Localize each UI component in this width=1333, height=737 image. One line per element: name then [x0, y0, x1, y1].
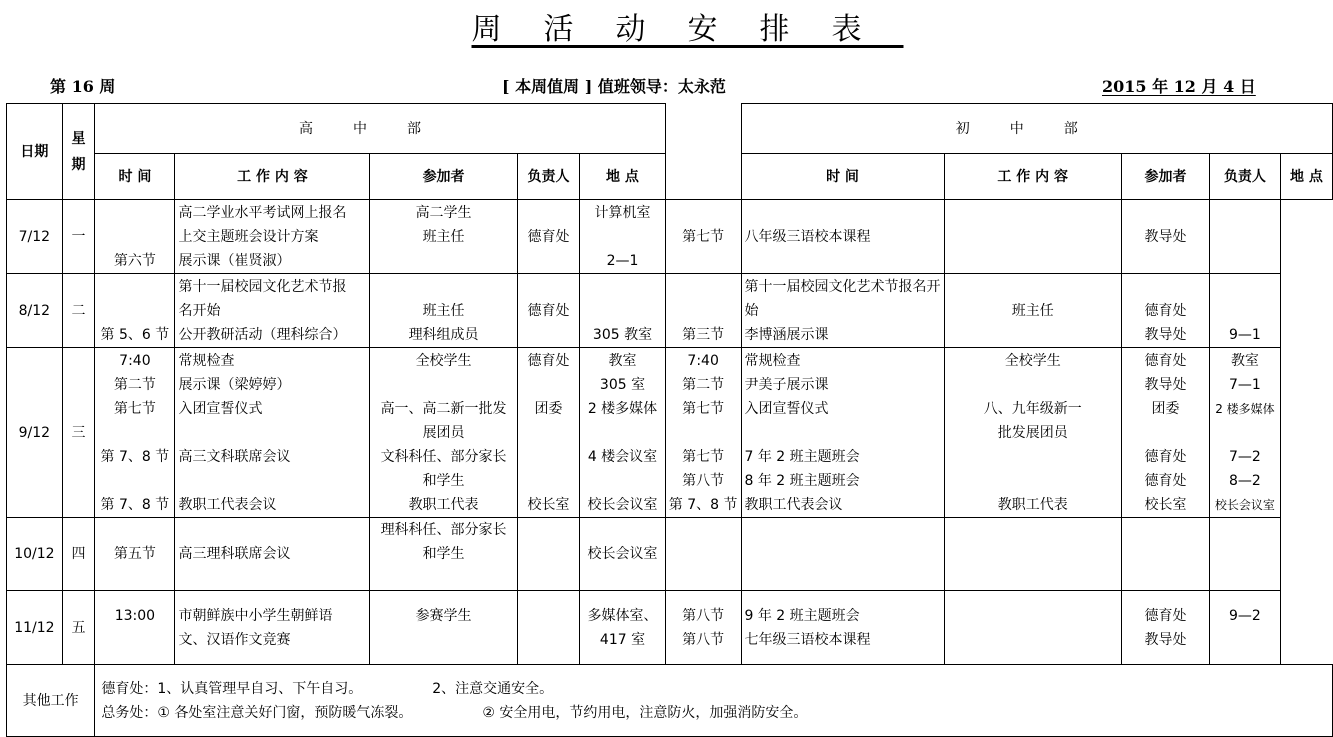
- cell-line: 计算机室: [594, 204, 651, 221]
- cell-line: [178, 518, 366, 542]
- cell-line: [669, 542, 738, 566]
- cell-line: 多媒体室、: [587, 607, 658, 624]
- cell-line: 2—1: [606, 252, 639, 269]
- cell-line: [373, 373, 513, 397]
- cell-line: [98, 421, 171, 445]
- cell-line: 展示课（崔贤淑）: [178, 252, 291, 269]
- senior-owner-cell: [517, 518, 579, 591]
- cell-line: 展团员: [422, 424, 465, 441]
- cell-line: [948, 604, 1118, 628]
- cell-line: 第七节: [682, 448, 725, 465]
- senior-owner-cell: [517, 274, 579, 348]
- cell-line: 305 室: [599, 376, 646, 393]
- cell-line: 第六节: [113, 252, 156, 269]
- cell-line: 7:40: [119, 352, 151, 369]
- header-time: 时 间: [95, 154, 175, 200]
- cell-line: [948, 275, 1118, 299]
- cell-line: [373, 249, 513, 273]
- senior-content-cell: [175, 200, 370, 274]
- senior-owner-cell: [517, 591, 579, 665]
- junior-time-cell: [665, 591, 741, 665]
- cell-line: 4 楼会议室: [587, 448, 658, 465]
- cell-line: [1213, 628, 1277, 652]
- other-line-2: [101, 701, 1326, 725]
- cell-line: 批发展团员: [997, 424, 1068, 441]
- senior-location-cell: [580, 274, 666, 348]
- cell-line: [669, 518, 738, 542]
- cell-line: [98, 518, 171, 542]
- cell-line: 李博涵展示课: [744, 326, 829, 343]
- cell-line: [1213, 201, 1277, 225]
- cell-line: 校长会议室: [587, 496, 658, 513]
- cell-line: [521, 566, 576, 590]
- cell-line: 第五节: [113, 546, 156, 562]
- junior-owner-cell: [1121, 274, 1209, 348]
- cell-line: 高三文科联席会议: [178, 448, 291, 465]
- senior-time-cell: [95, 591, 175, 665]
- cell-line: [948, 542, 1118, 566]
- junior-owner-cell: [1121, 200, 1209, 274]
- cell-line: [521, 445, 576, 469]
- cell-line: 第三节: [682, 326, 725, 343]
- junior-participants-cell: [944, 274, 1121, 348]
- cell-line: [948, 373, 1118, 397]
- cell-line: 9 年 2 班主题班会: [744, 607, 860, 624]
- cell-line: 教职工代表会议: [178, 496, 277, 513]
- cell-line: [521, 249, 576, 273]
- cell-line: [1213, 299, 1277, 323]
- cell-line: 高二学业水平考试网上报名: [178, 204, 347, 221]
- cell-line: 第 5、6 节: [100, 326, 170, 343]
- senior-time-cell: [95, 518, 175, 591]
- cell-line: 入团宣誓仪式: [178, 400, 263, 417]
- schedule-row: [7, 200, 1333, 274]
- cell-line: 班主任: [422, 228, 465, 245]
- schedule-row: [7, 348, 1333, 518]
- cell-line: 教职工代表会议: [744, 496, 843, 513]
- cell-line: 7—2: [1229, 448, 1261, 465]
- cell-line: [745, 201, 941, 225]
- cell-line: 教导处: [1144, 376, 1187, 393]
- cell-line: [669, 201, 738, 225]
- junior-time-cell: [665, 348, 741, 518]
- cell-line: 公开教研活动（理科综合）: [178, 326, 347, 343]
- cell-line: [98, 225, 171, 249]
- cell-line: 教职工代表: [997, 496, 1068, 513]
- senior-content-cell: [175, 274, 370, 348]
- header-senior: 高中部: [95, 104, 665, 154]
- cell-line: [745, 421, 941, 445]
- cell-line: 第十一届校园文化艺术节报: [178, 278, 347, 295]
- cell-line: [583, 566, 662, 590]
- row-weekday: 五: [62, 591, 95, 665]
- header-content: 工 作 内 容: [944, 154, 1121, 200]
- junior-location-cell: [1210, 518, 1281, 591]
- cell-line: [1213, 566, 1277, 590]
- cell-line: [98, 469, 171, 493]
- cell-line: [521, 469, 576, 493]
- cell-line: 常规检查: [178, 352, 235, 369]
- other-line-1: [101, 677, 1326, 701]
- cell-line: 高三理科联席会议: [178, 546, 291, 562]
- junior-participants-cell: [944, 518, 1121, 591]
- cell-line: 展示课（梁婷婷）: [178, 376, 291, 393]
- cell-line: [373, 275, 513, 299]
- cell-line: [948, 518, 1118, 542]
- cell-line: 德育处: [1144, 472, 1187, 489]
- cell-line: 2 楼多媒体: [587, 400, 658, 417]
- cell-line: 德育处: [527, 302, 570, 319]
- cell-line: [373, 628, 513, 652]
- header-participants: 参加者: [370, 154, 517, 200]
- junior-content-cell: [741, 518, 944, 591]
- junior-location-cell: [1210, 200, 1281, 274]
- junior-content-cell: [741, 200, 944, 274]
- cell-line: 参赛学生: [415, 607, 472, 624]
- cell-line: [521, 201, 576, 225]
- cell-line: [521, 373, 576, 397]
- page-title: 周活动安排表: [471, 12, 904, 47]
- row-weekday: 四: [62, 518, 95, 591]
- senior-participants-cell: [370, 200, 517, 274]
- cell-line: 高二学生: [415, 204, 472, 221]
- cell-line: [745, 518, 941, 542]
- cell-line: 常规检查: [744, 352, 801, 369]
- cell-line: [1125, 249, 1206, 273]
- junior-location-cell: [1210, 274, 1281, 348]
- cell-line: [521, 323, 576, 347]
- junior-location-cell: [1210, 348, 1281, 518]
- senior-time-cell: [95, 348, 175, 518]
- row-date: 9/12: [7, 348, 63, 518]
- cell-line: 德育处: [527, 228, 570, 245]
- cell-line: [1213, 518, 1277, 542]
- junior-owner-cell: [1121, 348, 1209, 518]
- schedule-row: [7, 274, 1333, 348]
- cell-line: 八、九年级新一: [983, 400, 1082, 417]
- senior-content-cell: [175, 348, 370, 518]
- schedule-row: [7, 518, 1333, 591]
- cell-line: [669, 275, 738, 299]
- cell-line: [745, 566, 941, 590]
- cell-line: [583, 225, 662, 249]
- other-work-row: [7, 665, 1333, 737]
- junior-participants-cell: [944, 591, 1121, 665]
- cell-line: 德育处: [1144, 607, 1187, 624]
- cell-line: [521, 518, 576, 542]
- header-owner: 负责人: [1210, 154, 1281, 200]
- row-date: 10/12: [7, 518, 63, 591]
- cell-line: 7:40: [687, 352, 719, 369]
- junior-time-cell: [665, 274, 741, 348]
- cell-line: 417 室: [599, 631, 646, 648]
- cell-line: [98, 566, 171, 590]
- cell-line: [669, 299, 738, 323]
- senior-participants-cell: [370, 348, 517, 518]
- cell-line: 和学生: [422, 472, 465, 489]
- cell-line: 第七节: [682, 400, 725, 417]
- cell-line: 教室: [608, 352, 637, 369]
- other-line-1b: 2、注意交通安全。: [432, 680, 554, 697]
- cell-line: [745, 249, 941, 273]
- cell-line: [948, 201, 1118, 225]
- cell-line: 第八节: [682, 607, 725, 624]
- junior-owner-cell: [1121, 591, 1209, 665]
- cell-line: 第八节: [682, 472, 725, 489]
- cell-line: [178, 566, 366, 590]
- cell-line: [1213, 275, 1277, 299]
- row-date: 11/12: [7, 591, 63, 665]
- cell-line: 始: [744, 302, 759, 319]
- cell-line: 尹美子展示课: [744, 376, 829, 393]
- cell-line: 8—2: [1229, 472, 1261, 489]
- other-work-content: [95, 665, 1333, 737]
- cell-line: 全校学生: [1004, 352, 1061, 369]
- cell-line: [1213, 225, 1277, 249]
- cell-line: [583, 469, 662, 493]
- senior-time-cell: [95, 274, 175, 348]
- cell-line: 八年级三语校本课程: [744, 228, 871, 245]
- cell-line: 校长会议室: [1214, 497, 1275, 512]
- header-junior: 初中部: [741, 104, 1333, 154]
- senior-participants-cell: [370, 274, 517, 348]
- cell-line: 9—1: [1229, 326, 1261, 343]
- cell-line: [583, 275, 662, 299]
- cell-line: [98, 628, 171, 652]
- cell-line: 305 教室: [592, 326, 653, 343]
- other-work-label: 其他工作: [7, 665, 95, 737]
- cell-line: [583, 421, 662, 445]
- junior-participants-cell: [944, 200, 1121, 274]
- cell-line: [98, 299, 171, 323]
- cell-line: 全校学生: [415, 352, 472, 369]
- cell-line: 7 年 2 班主题班会: [744, 448, 860, 465]
- row-date: 7/12: [7, 200, 63, 274]
- week-label: 第 16 周: [50, 77, 116, 96]
- senior-location-cell: [580, 518, 666, 591]
- cell-line: 和学生: [422, 546, 465, 562]
- cell-line: [583, 299, 662, 323]
- cell-line: [178, 421, 366, 445]
- senior-location-cell: [580, 591, 666, 665]
- cell-line: 校长室: [527, 496, 570, 513]
- cell-line: 教职工代表: [408, 496, 479, 513]
- cell-line: [521, 628, 576, 652]
- cell-line: [1125, 275, 1206, 299]
- junior-content-cell: [741, 348, 944, 518]
- header-date: 日期: [7, 104, 63, 200]
- duty-leader: [ 本周值周 ] 值班领导：太永范: [502, 77, 726, 96]
- header-location: 地 点: [1280, 154, 1332, 200]
- cell-line: [948, 566, 1118, 590]
- senior-time-cell: [95, 200, 175, 274]
- cell-line: 高一、高二新一批发: [380, 400, 507, 417]
- cell-line: [948, 249, 1118, 273]
- cell-line: 第七节: [682, 228, 725, 245]
- junior-time-cell: [665, 200, 741, 274]
- cell-line: [1125, 542, 1206, 566]
- cell-line: [1213, 249, 1277, 273]
- schedule-row: [7, 591, 1333, 665]
- cell-line: 团委: [534, 400, 563, 417]
- cell-line: [1213, 421, 1277, 445]
- cell-line: [948, 445, 1118, 469]
- cell-line: 校长会议室: [587, 546, 658, 562]
- other-line-2a: 总务处：① 各处室注意关好门窗，预防暖气冻裂。: [101, 704, 413, 721]
- cell-line: 名开始: [178, 302, 221, 319]
- header-weekday: 星期: [62, 104, 95, 200]
- section-gap: [665, 104, 741, 200]
- other-line-2b: ② 安全用电，节约用电，注意防火，加强消防安全。: [482, 704, 808, 721]
- cell-line: 13:00: [114, 607, 156, 624]
- row-date: 8/12: [7, 274, 63, 348]
- cell-line: 9—2: [1229, 607, 1261, 624]
- cell-line: 校长室: [1144, 496, 1187, 513]
- cell-line: [669, 566, 738, 590]
- junior-content-cell: [741, 274, 944, 348]
- cell-line: 班主任: [1011, 302, 1054, 319]
- cell-line: [178, 469, 366, 493]
- senior-location-cell: [580, 348, 666, 518]
- cell-line: [521, 275, 576, 299]
- schedule-date: 2015 年 12 月 4 日: [1102, 77, 1256, 96]
- header-location: 地 点: [580, 154, 666, 200]
- senior-participants-cell: [370, 518, 517, 591]
- cell-line: 入团宣誓仪式: [744, 400, 829, 417]
- cell-line: 第八节: [682, 631, 725, 648]
- row-weekday: 一: [62, 200, 95, 274]
- cell-line: 文科科任、部分家长: [380, 448, 507, 465]
- other-line-1a: 德育处：1、认真管理早自习、下午自习。: [101, 680, 363, 697]
- senior-content-cell: [175, 591, 370, 665]
- junior-content-cell: [741, 591, 944, 665]
- header-content: 工 作 内 容: [175, 154, 370, 200]
- cell-line: 德育处: [527, 352, 570, 369]
- cell-line: [583, 518, 662, 542]
- senior-owner-cell: [517, 348, 579, 518]
- row-weekday: 三: [62, 348, 95, 518]
- cell-line: 市朝鲜族中小学生朝鲜语: [178, 607, 333, 624]
- cell-line: 教导处: [1144, 326, 1187, 343]
- row-weekday: 二: [62, 274, 95, 348]
- senior-participants-cell: [370, 591, 517, 665]
- cell-line: 班主任: [422, 302, 465, 319]
- cell-line: 七年级三语校本课程: [744, 631, 871, 648]
- cell-line: [948, 225, 1118, 249]
- cell-line: [521, 421, 576, 445]
- cell-line: [98, 201, 171, 225]
- cell-line: 第七节: [113, 400, 156, 417]
- cell-line: 德育处: [1144, 352, 1187, 369]
- cell-line: 教导处: [1144, 228, 1187, 245]
- cell-line: [1125, 201, 1206, 225]
- cell-line: [948, 469, 1118, 493]
- cell-line: [1213, 542, 1277, 566]
- cell-line: 第十一届校园文化艺术节报名开: [744, 278, 941, 295]
- junior-location-cell: [1210, 591, 1281, 665]
- cell-line: 理科组成员: [408, 326, 479, 343]
- cell-line: 教导处: [1144, 631, 1187, 648]
- header-time: 时 间: [741, 154, 944, 200]
- cell-line: 第 7、8 节: [100, 448, 170, 465]
- header-owner: 负责人: [517, 154, 579, 200]
- cell-line: 2 楼多媒体: [1215, 401, 1275, 416]
- junior-participants-cell: [944, 348, 1121, 518]
- cell-line: 8 年 2 班主题班会: [744, 472, 860, 489]
- cell-line: [373, 566, 513, 590]
- senior-location-cell: [580, 200, 666, 274]
- senior-owner-cell: [517, 200, 579, 274]
- cell-line: [745, 542, 941, 566]
- cell-line: [948, 323, 1118, 347]
- cell-line: 德育处: [1144, 302, 1187, 319]
- cell-line: [669, 421, 738, 445]
- cell-line: 理科科任、部分家长: [380, 522, 507, 538]
- cell-line: 上交主题班会设计方案: [178, 228, 319, 245]
- senior-content-cell: [175, 518, 370, 591]
- cell-line: [1125, 566, 1206, 590]
- cell-line: 文、汉语作文竞赛: [178, 631, 291, 648]
- cell-line: [521, 542, 576, 566]
- cell-line: [1125, 518, 1206, 542]
- cell-line: [1125, 421, 1206, 445]
- cell-line: [948, 628, 1118, 652]
- cell-line: [98, 275, 171, 299]
- schedule-table: [6, 103, 1333, 737]
- cell-line: [521, 604, 576, 628]
- header-participants: 参加者: [1121, 154, 1209, 200]
- cell-line: 第二节: [113, 376, 156, 393]
- junior-owner-cell: [1121, 518, 1209, 591]
- cell-line: 团委: [1151, 400, 1180, 417]
- cell-line: 7—1: [1229, 376, 1261, 393]
- junior-time-cell: [665, 518, 741, 591]
- cell-line: 第 7、8 节: [668, 496, 738, 513]
- cell-line: 第 7、8 节: [100, 496, 170, 513]
- cell-line: 教室: [1230, 352, 1259, 369]
- cell-line: [669, 249, 738, 273]
- cell-line: 第二节: [682, 376, 725, 393]
- cell-line: 德育处: [1144, 448, 1187, 465]
